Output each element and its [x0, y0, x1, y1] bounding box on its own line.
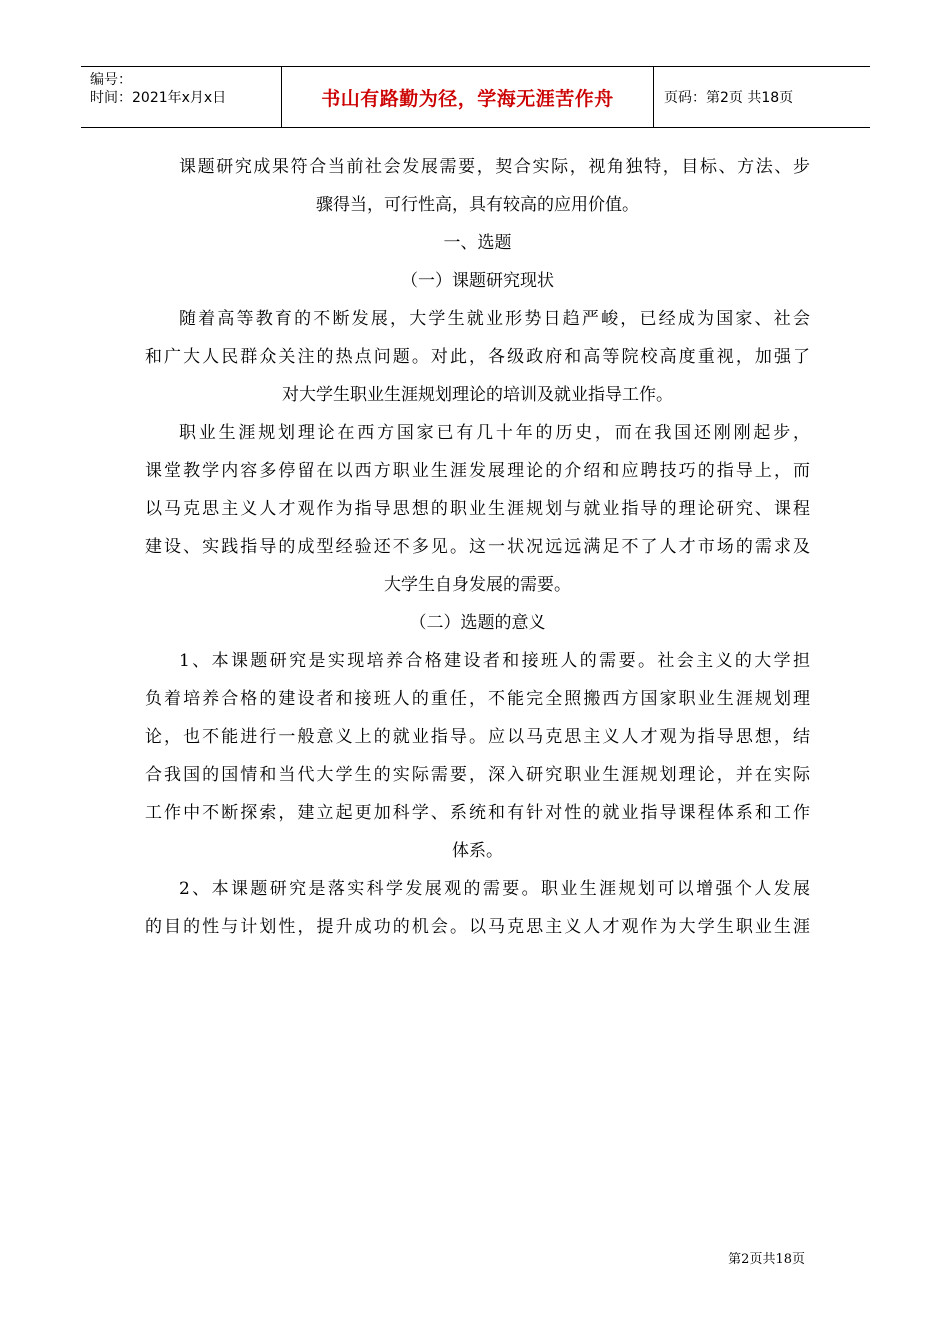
paragraph-line: 大学生自身发展的需要。: [384, 575, 571, 595]
paragraph-line: 课堂教学内容多停留在以西方职业生涯发展理论的介绍和应聘技巧的指导上，而: [145, 461, 810, 481]
paragraph-line: 体系。: [452, 841, 503, 861]
header-meta: [81, 67, 282, 127]
paragraph-line: 合我国的国情和当代大学生的实际需要，深入研究职业生涯规划理论，并在实际: [145, 765, 810, 785]
paragraph-line: 2、本课题研究是落实科学发展观的需要。职业生涯规划可以增强个人发展: [179, 879, 810, 899]
paragraph-line: 以马克思主义人才观作为指导思想的职业生涯规划与就业指导的理论研究、课程: [145, 499, 810, 519]
paragraph-line: 1、本课题研究是实现培养合格建设者和接班人的需要。社会主义的大学担: [179, 651, 810, 671]
paragraph-line: 课题研究成果符合当前社会发展需要，契合实际，视角独特，目标、方法、步: [179, 157, 810, 177]
document-time-label: 时间：2021年x月x日: [90, 90, 227, 106]
paragraph-line: 负着培养合格的建设者和接班人的重任，不能完全照搬西方国家职业生涯规划理: [145, 689, 810, 709]
paragraph-line: 论，也不能进行一般意义上的就业指导。应以马克思主义人才观为指导思想，结: [145, 727, 810, 747]
page-header: [81, 66, 870, 128]
section-heading: （一）课题研究现状: [401, 271, 554, 291]
paragraph-line: 和广大人民群众关注的热点问题。对此，各级政府和高等院校高度重视，加强了: [145, 347, 810, 367]
paragraph-line: 骤得当，可行性高，具有较高的应用价值。: [316, 195, 639, 215]
document-number-label: 编号：: [90, 72, 132, 88]
header-page-info: 页码：第2页 共18页: [664, 90, 794, 106]
document-body: [145, 148, 810, 946]
paragraph-line: 随着高等教育的不断发展，大学生就业形势日趋严峻，已经成为国家、社会: [179, 309, 810, 329]
section-heading: 一、选题: [443, 233, 512, 253]
paragraph-line: 职业生涯规划理论在西方国家已有几十年的历史，而在我国还刚刚起步，: [179, 423, 810, 443]
section-heading: （二）选题的意义: [409, 613, 546, 633]
paragraph-line: 建设、实践指导的成型经验还不多见。这一状况远远满足不了人才市场的需求及: [145, 537, 810, 557]
page-footer: 第2页共18页: [728, 1252, 805, 1267]
paragraph-line: 的目的性与计划性，提升成功的机会。以马克思主义人才观作为大学生职业生涯: [145, 917, 810, 937]
header-motto: 书山有路勤为径，学海无涯苦作舟: [282, 67, 654, 127]
paragraph-line: 对大学生职业生涯规划理论的培训及就业指导工作。: [282, 385, 673, 405]
paragraph-line: 工作中不断探索，建立起更加科学、系统和有针对性的就业指导课程体系和工作: [145, 803, 810, 823]
